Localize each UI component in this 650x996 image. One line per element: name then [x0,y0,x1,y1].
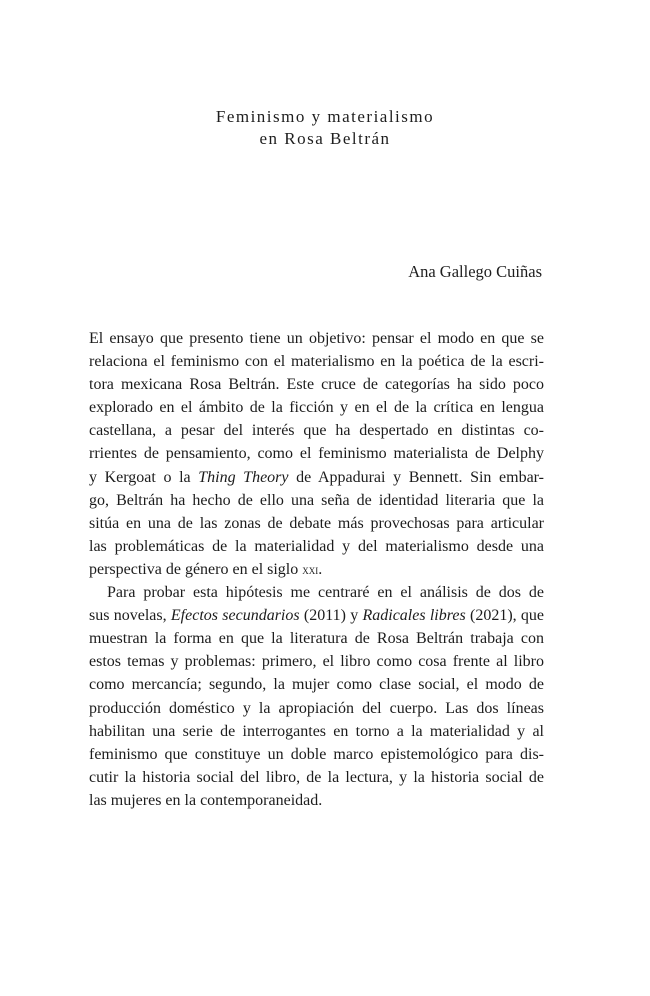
century-numeral: xxi [302,561,319,577]
text-line: castellana, a pesar del interés que ha despertado en distintas co- [89,422,544,440]
text-line [89,558,544,581]
text-line: las mujeres en la contemporaneidad. [89,791,323,809]
text-run: (2021), que [465,607,545,625]
chapter-title-line-2: en Rosa Beltrán [259,129,391,148]
text-line: tora mexicana Rosa Beltrán. Este cruce de categorías ha sido poco [89,376,544,394]
paragraph-1 [89,327,544,581]
italic-title: Thing Theory [198,468,289,486]
text-line: cutir la historia social del libro, de la lectura, y la historia social de [89,768,544,786]
body-text [89,327,544,812]
text-line: estos temas y problemas: primero, el libro como cosa frente al libro [89,653,544,671]
chapter-title [0,106,650,150]
text-line [89,604,544,627]
text-line: producción doméstico y la apropiación del cuerpo. Las dos líneas [89,699,544,717]
text-line: go, Beltrán ha hecho de ello una seña de identidad literaria que la [89,491,544,509]
text-line: como mercancía; segundo, la mujer como clase social, el modo de [89,676,544,694]
text-run: . [318,560,323,578]
chapter-title-line-1: Feminismo y materialismo [215,107,435,126]
italic-title: Radicales libres [362,607,466,625]
text-run: perspectiva de género en el siglo [89,560,303,578]
text-run: sus novelas, [89,607,171,625]
text-line: explorado en el ámbito de la ficción y en el de la crítica en lengua [89,399,544,417]
author-name: Ana Gallego Cuiñas [408,262,542,281]
text-line: habilitan una serie de interrogantes en torno a la materialidad y al [89,722,544,740]
italic-title: Efectos secundarios [170,607,300,625]
text-line [89,466,544,489]
text-line: las problemáticas de la materialidad y del materialismo desde una [89,537,544,555]
text-run: (2011) y [299,607,363,625]
text-run: de Appadurai y Bennett. Sin embar- [288,468,545,486]
paragraph-2 [89,581,544,812]
text-line: Para probar esta hipótesis me centraré en el análisis de dos de [107,584,544,602]
text-line: sitúa en una de las zonas de debate más provechosas para articular [89,514,544,532]
text-line: feminismo que constituye un doble marco epistemológico para dis- [89,745,544,763]
text-line: El ensayo que presento tiene un objetivo: pensar el modo en que se [89,330,544,347]
text-line: relaciona el feminismo con el materialismo en la poética de la escri- [89,353,544,371]
text-line: rrientes de pensamiento, como el feminismo materialista de Delphy [89,445,544,463]
text-line: muestran la forma en que la literatura de Rosa Beltrán trabaja con [89,630,544,648]
text-run: y Kergoat o la [89,468,199,486]
